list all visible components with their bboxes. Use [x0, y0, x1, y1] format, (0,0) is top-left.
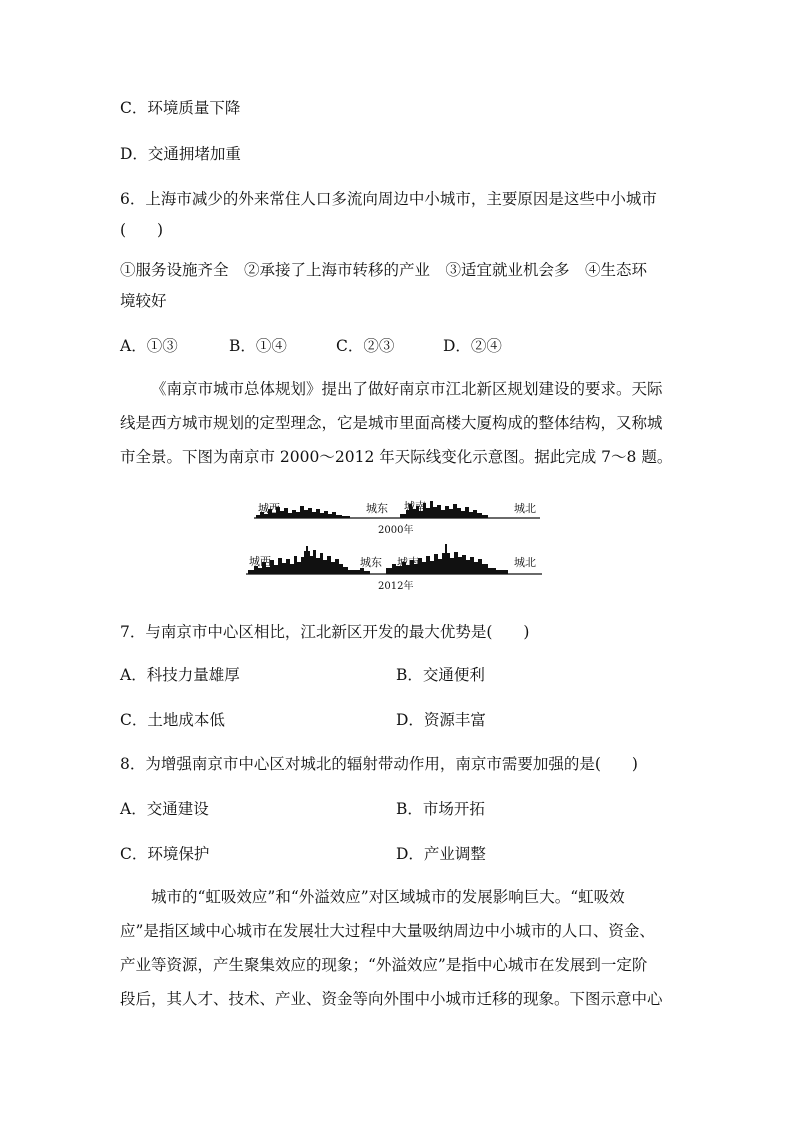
- q7-stem: 7．与南京市中心区相比，江北新区开发的最大优势是( ): [120, 623, 530, 641]
- skyline-figure: [246, 496, 546, 596]
- q7-option-a: A．科技力量雄厚: [120, 666, 240, 684]
- passage-siphon-line1: 城市的“虹吸效应”和“外溢效应”对区域城市的发展影响巨大。“虹吸效: [151, 888, 625, 906]
- label-2012-west: 城西: [249, 555, 271, 568]
- passage-siphon-line4: 段后，其人才、技术、产业、资金等向外围中小城市迁移的现象。下图示意中心: [120, 990, 663, 1008]
- skyline-2012: [246, 544, 542, 592]
- q6-stem: 6．上海市减少的外来常住人口多流向周边中小城市，主要原因是这些中小城市: [120, 190, 657, 208]
- q7-option-c: C．土地成本低: [120, 711, 225, 729]
- q8-option-b: B．市场开拓: [396, 800, 485, 818]
- q8-option-a: A．交通建设: [120, 800, 209, 818]
- label-2000-south: 城南: [404, 500, 426, 513]
- q6-option-c: C．②③: [336, 337, 395, 355]
- q8-stem: 8．为增强南京市中心区对城北的辐射带动作用，南京市需要加强的是( ): [120, 755, 638, 773]
- label-2000-year: 2000年: [378, 525, 414, 536]
- passage-siphon-line2: 应”是指区域中心城市在发展壮大过程中大量吸纳周边中小城市的人口、资金、: [120, 922, 655, 940]
- label-2012-south: 城南: [397, 556, 419, 569]
- label-2012-east: 城东: [360, 556, 382, 569]
- label-2012-year: 2012年: [378, 581, 414, 592]
- passage-skyline-line2: 线是西方城市规划的定型理念，它是城市里面高楼大厦构成的整体结构，又称城: [120, 414, 663, 432]
- skyline-diagram: [246, 496, 546, 596]
- q6-option-d: D．②④: [443, 337, 502, 355]
- label-2012-north: 城北: [514, 556, 536, 569]
- q6-choices-line2: 境较好: [120, 292, 167, 310]
- q5-option-d: D．交通拥堵加重: [120, 145, 241, 163]
- q6-choices-line1: ①服务设施齐全 ②承接了上海市转移的产业 ③适宜就业机会多 ④生态环: [120, 261, 648, 279]
- q8-option-d: D．产业调整: [396, 845, 486, 863]
- passage-skyline: [120, 372, 680, 474]
- passage-siphon-line3: 产业等资源，产生聚集效应的现象；“外溢效应”是指中心城市在发展到一定阶: [120, 956, 648, 974]
- q7-option-d: D．资源丰富: [396, 711, 486, 729]
- label-2000-west: 城西: [258, 502, 280, 515]
- label-2000-north: 城北: [514, 502, 536, 515]
- passage-skyline-line3: 市全景。下图为南京市 2000～2012 年天际线变化示意图。据此完成 7～8 题。: [120, 448, 673, 466]
- passage-siphon-effect: [120, 880, 680, 1016]
- skyline-2000: [254, 500, 540, 536]
- passage-skyline-line1: 《南京市城市总体规划》提出了做好南京市江北新区规划建设的要求。天际: [151, 380, 663, 398]
- q6-option-a: A．①③: [120, 337, 178, 355]
- label-2000-east: 城东: [366, 502, 388, 515]
- q5-option-c: C．环境质量下降: [120, 99, 241, 117]
- q6-answer-paren: ( ): [120, 221, 164, 239]
- q6-option-b: B．①④: [229, 337, 287, 355]
- q8-option-c: C．环境保护: [120, 845, 210, 863]
- q7-option-b: B．交通便利: [396, 666, 485, 684]
